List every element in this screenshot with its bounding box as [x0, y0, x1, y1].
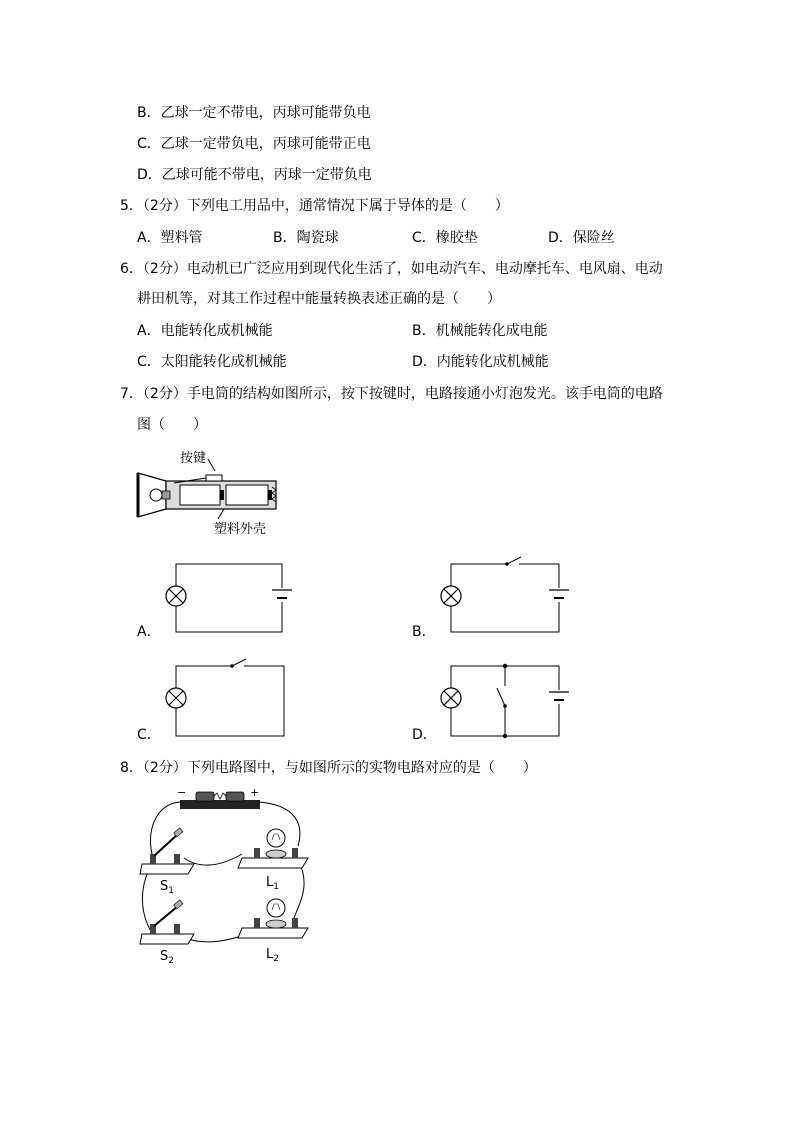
q7-option-a-label: A．	[137, 624, 161, 640]
label-s2: $S_2$	[160, 949, 174, 966]
q5-option-d: D．保险丝	[548, 230, 615, 246]
bulb-icon	[267, 829, 285, 847]
q4-option-b: B．乙球一定不带电，丙球可能带负电	[137, 105, 371, 121]
q5-option-a: A．塑料管	[137, 230, 203, 246]
q6-option-d: D．内能转化成机械能	[412, 354, 549, 370]
q6-stem-line1: 6．（2分）电动机已广泛应用到现代化生活了，如电动汽车、电动摩托车、电风扇、电动	[120, 261, 663, 277]
battery-plus: +	[250, 786, 260, 799]
q4-option-d: D．乙球可能不带电，丙球一定带负电	[137, 167, 372, 183]
lamp-l1-board	[238, 858, 308, 868]
q6-stem-line2: 耕田机等，对其工作过程中能量转换表述正确的是（ ）	[137, 291, 501, 307]
q6-option-b: B．机械能转化成电能	[412, 323, 548, 339]
label-button: 按键	[180, 451, 207, 466]
bulb-icon	[267, 899, 285, 917]
switch-s1-board	[140, 864, 194, 874]
label-l1: $L_1$	[266, 875, 279, 892]
q5-option-c: C．橡胶垫	[412, 230, 478, 246]
q7-stem-line1: 7．（2分）手电筒的结构如图所示，按下按键时，电路接通小灯泡发光。该手电筒的电路	[120, 386, 663, 402]
q5-stem: 5．（2分）下列电工用品中，通常情况下属于导体的是（ ）	[120, 198, 509, 214]
q7-circuit-b	[435, 556, 565, 638]
q6-option-a: A．电能转化成机械能	[137, 323, 273, 339]
lamp-l2-board	[238, 928, 308, 938]
q8-stem: 8．（2分）下列电路图中，与如图所示的实物电路对应的是（ ）	[120, 760, 537, 776]
q7-circuit-a	[160, 560, 290, 640]
q7-option-b-label: B．	[412, 624, 436, 640]
q7-option-c-label: C．	[137, 727, 161, 743]
q7-stem-line2: 图（ ）	[137, 417, 207, 433]
q7-circuit-c	[160, 658, 290, 740]
q6-option-c: C．太阳能转化成机械能	[137, 354, 287, 370]
q7-circuit-d	[435, 658, 565, 740]
physical-circuit-figure	[138, 788, 318, 968]
flashlight-figure	[136, 445, 296, 540]
switch-s2-board	[140, 934, 194, 944]
battery-minus: −	[177, 786, 187, 799]
label-s1: $S_1$	[160, 879, 174, 896]
q4-option-c: C．乙球一定带负电，丙球可能带正电	[137, 136, 371, 152]
label-l2: $L_2$	[266, 947, 279, 964]
q5-option-b: B．陶瓷球	[273, 230, 339, 246]
q7-option-d-label: D．	[412, 727, 437, 743]
label-shell: 塑料外壳	[214, 522, 267, 537]
